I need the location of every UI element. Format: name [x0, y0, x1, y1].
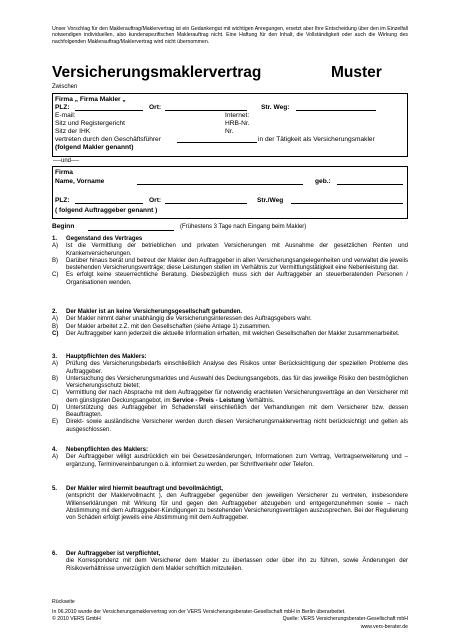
makler-ort-line[interactable]: [165, 110, 247, 111]
section-2-item-a: Der Makler nimmt daher unabhängig die Versicherungsinteressen des Auftragsgebers wahr.: [66, 316, 312, 323]
und-separator: ----und----: [53, 158, 79, 164]
section-1-item-a: Ist die Vermittlung der betrieblichen und privaten Versicherungen mit Ausnahme der gesetzlichen Renten und Krankenversicherungen.: [66, 243, 408, 257]
section-5-title: Der Makler wird hiermit beauftragt und bevollmächtigt,: [66, 486, 223, 492]
section-3-item-a: Prüfung des Versicherungsbedarfs einschließlich Analyse des Risikos unter Berücksichtigung der speziellen Probleme des Auftraggeber.: [66, 361, 408, 375]
section-1-item-b: Darüber hinaus berät und betreut der Makler den Auftraggeber in allen Versicherungsangelegenheiten und verwaltet die jeweils bestehenden Versicherungsverträge; diese Leistungen stellen im Verhältnis zur Vermittlungstätigkeit eine Nebenleistung dar.: [66, 257, 408, 271]
auftraggeber-ort-label: Ort:: [149, 197, 162, 204]
beginn-label: Beginn: [52, 223, 75, 230]
section-3-item-b: Untersuchung des Versicherungsmarktes und Auswahl des Deckungsangebots, das für das jeweilige Risiko den bestmöglichen Versicherungsschutz bietet;: [66, 375, 408, 389]
intro-disclaimer: Unser Vorschlag für den Maklerauftrag/Maklervertrag ist ein Gedankengut mit wichtigen Anregungen, ersetzt aber Ihre Entscheidung über den im Einzelfall notwendigen individuellen, also kundenspezifischen Maklerauftrag nicht. Eine Haftung für den Inhalt, die Vollständigkeit oder auch die Wirkung des nachfolgenden Maklerauftrag/Maklervertrag wird nicht übernommen.: [52, 26, 408, 45]
section-3: 3. Hauptpflichten des Maklers: A) Prüfung des Versicherungsbedarfs einschließlich Analyse des Risikos unter Berücksichtigung der speziellen Probleme des Auftraggeber. B) Untersuchung des Versicherungsmarktes und Auswahl des Deckungsangebots, das für das jeweilige Risiko den bestmöglichen Versicherungsschutz bietet; C) Vermittlung der nach Absprache mit dem Auftraggeber für notwendig erachteten Versicherungsverträge an den Versicherer mit dem günstigsten Deckungsangebot, im Service - Preis - Leistung Verhältnis. D) Unterstützung des Auftraggeber im Schadensfall einschließlich der Verhandlungen mit dem Versicherer bzw. dessen Beauftragten. E) Direkt- sowie ausländische Versicherer werden durch diesen Versicherungsmaklervertrag nicht berücksichtigt und gelten als ausgeschlossen.: [52, 354, 408, 433]
makler-str-label: Str. Weg:: [261, 104, 290, 111]
auftraggeber-name-label: Name, Vorname: [55, 178, 105, 185]
auftraggeber-geb-label: geb.:: [315, 178, 331, 185]
muster-label: Muster: [331, 64, 382, 81]
auftraggeber-ort-line[interactable]: [165, 203, 247, 204]
makler-geschaeftsfuehrer-line[interactable]: [177, 142, 257, 143]
section-5: [52, 486, 408, 522]
makler-nr-label: Nr.: [225, 128, 234, 135]
footer-quelle: Quelle: VERS Versicherungsberater-Gesellschaft mbH: [282, 616, 408, 622]
section-1-item-c: Es erfolgt keine steuerrechtliche Beratung. Diesbezüglich muss sich der Auftraggeber an steuerberatenden Personen / Organisationen wenden.: [66, 272, 408, 286]
auftraggeber-box: [52, 166, 408, 219]
section-4-item-a: Der Auftraggeber willigt ausdrücklich ein bei Gesetzesänderungen, Informationen zum Vertrag, Vertragserweiterung und –ergänzung, Terminvereinbarungen o.ä. informiert zu werden, per Schriftverkehr oder Telefon.: [66, 454, 408, 468]
section-5-text: (entspricht der Maklervollmacht ), den Auftraggeber gegenüber den jeweiligen Versicherer zu vertreten, insbesondere Willenserklärungen mit Wirkung für und gegen den Auftraggeber abzugeben und entgegenzunehmen sowie – nach Abstimmung mit dem Auftraggeber-Kündigungen zu bestehenden Versicherungsverträgen auszusprechen. Bei der Regulierung von Schäden erfolgt jeweils eine Abstimmung mit dem Auftraggeber.: [66, 493, 408, 521]
makler-email-label: E-mail:: [55, 112, 76, 119]
auftraggeber-plz-line[interactable]: [75, 203, 143, 204]
footer-rueckseite: Rückseite: [52, 599, 75, 605]
section-6-title: Der Auftraggeber ist verpflichtet,: [66, 551, 161, 557]
zwischen-label: Zwischen: [52, 84, 78, 90]
section-1-title: Gegenstand des Vertrages: [66, 236, 143, 242]
makler-plz-label: PLZ:: [55, 104, 70, 111]
section-4-title: Nebenpflichten des Maklers:: [66, 447, 148, 453]
makler-ihk-label: Sitz der IHK: [55, 128, 91, 135]
section-1: 1. Gegenstand des Vertrages A) Ist die Vermittlung der betrieblichen und privaten Versicherungen mit Ausnahme der gesetzlichen Renten und Krankenversicherungen. B) Darüber hinaus berät und betreut der Makler den Auftraggeber in allen Versicherungsangelegenheiten und verwaltet die jeweils bestehenden Versicherungsverträge; diese Leistungen stellen im Verhältnis zur Vermittlungstätigkeit eine Nebenleistung dar. C) Es erfolgt keine steuerrechtliche Beratung. Diesbezüglich muss sich der Auftraggeber an steuerberatenden Personen / Organisationen wenden.: [52, 236, 408, 286]
footer-website-link[interactable]: www.vers-berater.de: [360, 624, 408, 630]
section-5-number: 5.: [52, 486, 58, 492]
auftraggeber-str-line[interactable]: [291, 203, 403, 204]
document-title: Versicherungsmaklervertrag: [52, 64, 262, 81]
section-4: 4. Nebenpflichten des Maklers: A) Der Auftraggeber willigt ausdrücklich ein bei Gesetzesänderungen, Informationen zum Vertrag, Vertragserweiterung und –ergänzung, Terminvereinbarungen o.ä. informiert zu werden, per Schriftverkehr oder Telefon.: [52, 447, 408, 468]
makler-taetigkeit-label: in der Tätigkeit als Versicherungsmakler: [258, 136, 375, 143]
makler-firma: Firma „ Firma Makler „: [55, 96, 126, 103]
section-2-item-b: Der Makler arbeitet z.Z. mit den Gesellschaften (siehe Anlage 1) zusammen.: [66, 323, 271, 330]
makler-registergericht-label: Sitz und Registergericht: [55, 120, 126, 127]
section-6-number: 6.: [52, 551, 58, 557]
beginn-note: (Frühestens 3 Tage nach Eingang beim Makler): [180, 224, 307, 230]
footer-revision-note: In 06.2010 wurde der Versicherungsmaklervertrag von der VERS Versicherungsberater-Gesellschaft mbH in Berlin überarbeitet.: [52, 609, 346, 615]
section-2-number: 2.: [52, 309, 58, 315]
auftraggeber-name-line[interactable]: [137, 184, 303, 185]
section-2-item-c: Der Auftraggeber kann jederzeit die aktuelle Information erhalten, mit welchen Gesellschaften der Makler zusammenarbeitet.: [66, 330, 400, 337]
section-3-item-c-bold: Service - Preis - Leistung: [172, 397, 245, 404]
section-6: [52, 551, 408, 573]
makler-hrb-label: HRB-Nr.: [225, 120, 250, 127]
auftraggeber-geb-line[interactable]: [337, 184, 403, 185]
auftraggeber-genannt-label: ( folgend Auftraggeber genannt ): [55, 207, 158, 214]
beginn-line[interactable]: [88, 230, 174, 231]
footer-copyright: © 2010 VERS GmbH: [52, 616, 101, 622]
section-3-item-c-pre: Vermittlung der nach Absprache mit dem Auftraggeber für notwendig erachteten Versicherungsverträge an den Versicherer mit dem günstigsten Deckungsangebot, im: [66, 390, 408, 404]
makler-ort-label: Ort:: [149, 104, 162, 111]
makler-str-line[interactable]: [296, 110, 376, 111]
auftraggeber-firma-label: Firma: [55, 169, 73, 176]
auftraggeber-plz-label: PLZ:: [55, 197, 70, 204]
section-3-item-e: Direkt- sowie ausländische Versicherer werden durch diesen Versicherungsmaklervertrag nicht berücksichtigt und gelten als ausgeschlossen.: [66, 419, 408, 433]
makler-internet-label: Internet:: [225, 112, 250, 119]
section-3-item-c-post: Verhältnis.: [246, 397, 275, 404]
section-6-text: die Korrespondenz mit dem Versicherer dem Makler zu überlassen oder über ihn zu führen, sowie Änderungen der Risikoverhältnisse unverzüglich dem Makler schriftlich mitzuteilen.: [66, 558, 408, 572]
makler-plz-line[interactable]: [75, 110, 143, 111]
section-3-number: 3.: [52, 354, 58, 360]
section-3-item-d: Unterstützung des Auftraggeber im Schadensfall einschließlich der Verhandlungen mit dem Versicherer bzw. dessen Beauftragten.: [66, 404, 408, 418]
section-1-number: 1.: [52, 236, 58, 242]
makler-box: [52, 93, 408, 157]
makler-vertreten-label: vertreten durch den Geschäftsführer: [55, 136, 161, 143]
auftraggeber-str-label: Str./Weg: [257, 197, 284, 204]
makler-genannt-label: (folgend Makler genannt): [55, 144, 134, 151]
section-3-title: Hauptpflichten des Maklers:: [66, 354, 147, 360]
section-2-title: Der Makler ist an keine Versicherungsgesellschaft gebunden.: [66, 309, 243, 315]
section-4-number: 4.: [52, 447, 58, 453]
section-2: 2. Der Makler ist an keine Versicherungsgesellschaft gebunden. A) Der Makler nimmt daher unabhängig die Versicherungsinteressen des Auftragsgebers wahr. B) Der Makler arbeitet z.Z. mit den Gesellschaften (siehe Anlage 1) zusammen. C) Der Auftraggeber kann jederzeit die aktuelle Information erhalten, mit welchen Gesellschaften der Makler zusammenarbeitet.: [52, 309, 400, 337]
